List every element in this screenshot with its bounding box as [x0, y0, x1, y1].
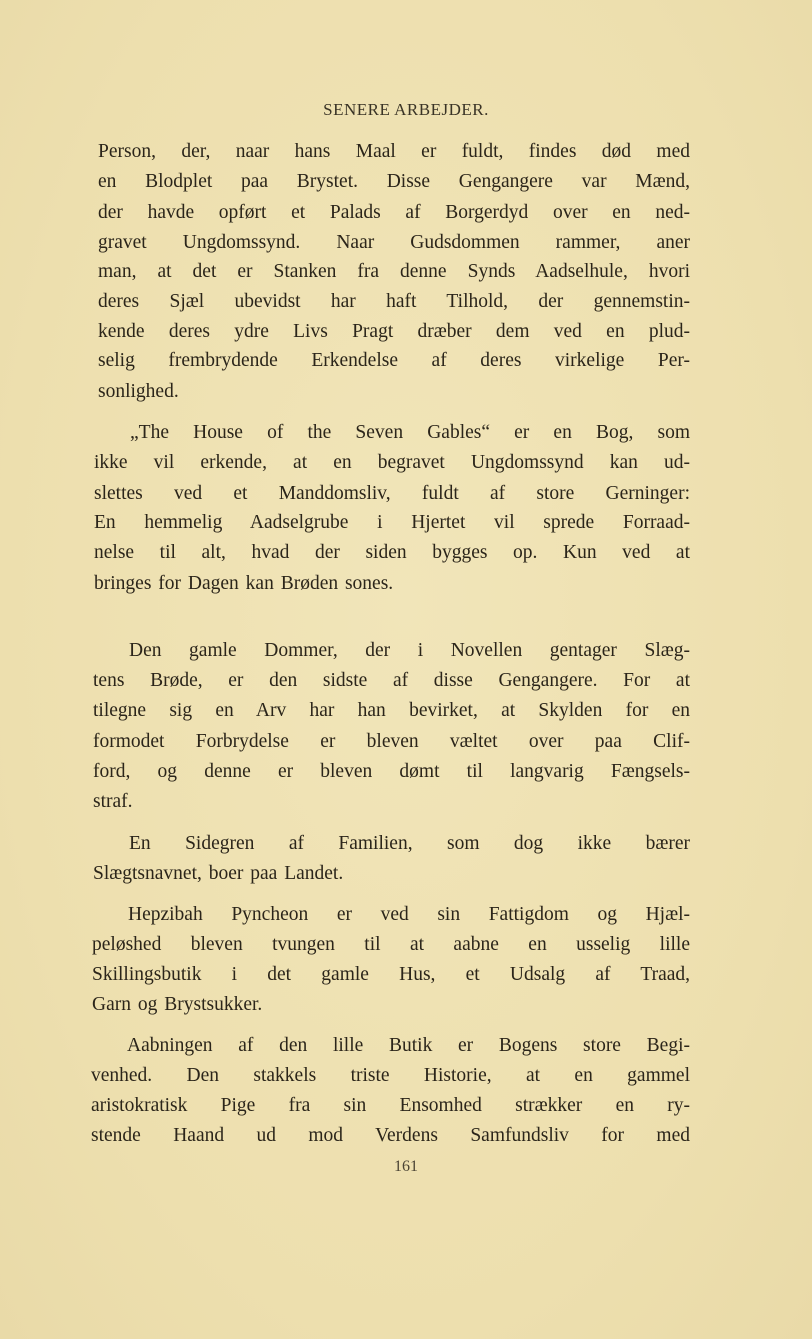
text-line: peløshed bleven tvungen til at aabne en usselig lille — [92, 934, 690, 955]
text-line: En Sidegren af Familien, som dog ikke bærer — [129, 833, 690, 854]
text-line: En hemmelig Aadselgrube i Hjertet vil sprede Forraad- — [94, 512, 690, 533]
running-header: SENERE ARBEJDER. — [323, 100, 489, 119]
text-line: Aabningen af den lille Butik er Bogens store Begi- — [127, 1035, 690, 1056]
text-line: tens Brøde, er den sidste af disse Gengangere. For at — [93, 670, 690, 691]
text-line: formodet Forbrydelse er bleven væltet over paa Clif- — [93, 731, 690, 752]
page-number: 161 — [394, 1158, 418, 1175]
text-line: deres Sjæl ubevidst har haft Tilhold, der gennemstin- — [98, 291, 690, 312]
text-line: slettes ved et Manddomsliv, fuldt af store Gerninger: — [94, 483, 690, 504]
text-line: tilegne sig en Arv har han bevirket, at Skylden for en — [93, 700, 690, 721]
text-line: Hepzibah Pyncheon er ved sin Fattigdom og Hjæl- — [128, 904, 690, 925]
text-line: Garn og Brystsukker. — [92, 994, 263, 1015]
text-line: man, at det er Stanken fra denne Synds Aadselhule, hvori — [98, 261, 690, 282]
text-line: en Blodplet paa Brystet. Disse Gengangere var Mænd, — [98, 171, 690, 192]
text-line: Slægtsnavnet, boer paa Landet. — [93, 863, 344, 884]
text-line: ikke vil erkende, at en begravet Ungdomssynd kan ud- — [94, 452, 690, 473]
text-line: sonlighed. — [98, 381, 179, 402]
text-line: „The House of the Seven Gables“ er en Bog, som — [130, 422, 690, 443]
text-line: straf. — [93, 791, 133, 812]
text-line: bringes for Dagen kan Brøden sones. — [94, 573, 394, 594]
text-line: aristokratisk Pige fra sin Ensomhed strækker en ry- — [91, 1095, 690, 1116]
text-line: kende deres ydre Livs Pragt dræber dem ved en plud- — [98, 321, 690, 342]
text-line: Den gamle Dommer, der i Novellen gentager Slæg- — [129, 640, 690, 661]
text-line: Skillingsbutik i det gamle Hus, et Udsalg af Traad, — [92, 964, 690, 985]
text-line: der havde opført et Palads af Borgerdyd over en ned- — [98, 202, 690, 223]
text-line: stende Haand ud mod Verdens Samfundsliv for med — [91, 1125, 690, 1146]
text-line: nelse til alt, hvad der siden bygges op. Kun ved at — [94, 542, 690, 563]
text-line: Person, der, naar hans Maal er fuldt, findes død med — [98, 141, 690, 162]
text-line: ford, og denne er bleven dømt til langvarig Fængsels- — [93, 761, 690, 782]
text-line: venhed. Den stakkels triste Historie, at en gammel — [91, 1065, 690, 1086]
text-line: gravet Ungdomssynd. Naar Gudsdommen rammer, aner — [98, 232, 690, 253]
text-line: selig frembrydende Erkendelse af deres virkelige Per- — [98, 350, 690, 371]
